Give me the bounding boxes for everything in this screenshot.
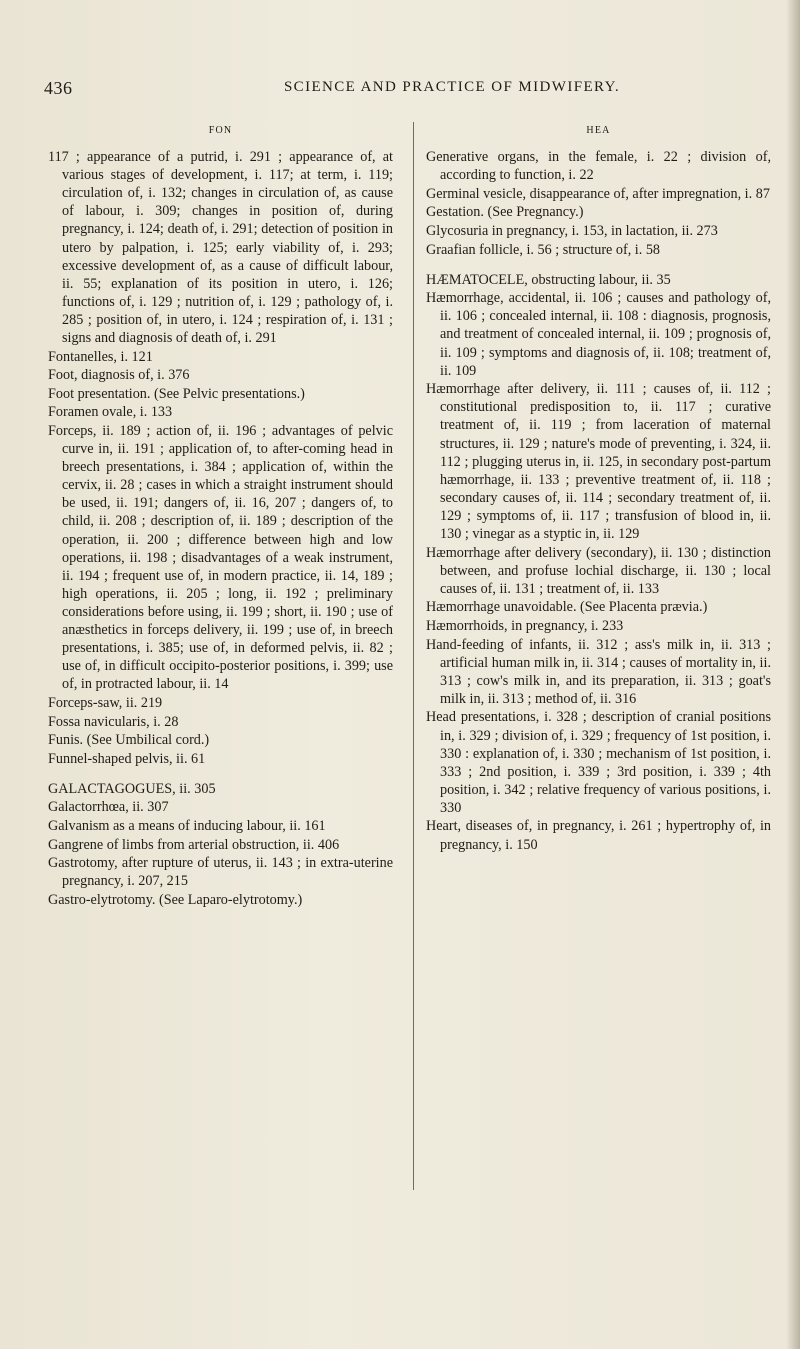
index-entry: Fontanelles, i. 121	[48, 348, 153, 365]
index-entry: Foot presentation. (See Pelvic presentations.)	[48, 385, 305, 402]
index-entry: Gastrotomy, after rupture of uterus, ii. 143 ; in extra-uterine pregnancy, i. 207, 215	[48, 855, 393, 890]
index-entry: Graafian follicle, i. 56 ; structure of, i. 58	[426, 241, 661, 258]
right-guide-word: HEA	[586, 125, 611, 136]
index-entry: Gestation. (See Pregnancy.)	[426, 204, 584, 221]
index-entry: Hæmorrhage unavoidable. (See Placenta prævia.)	[426, 599, 708, 616]
index-entry: Foot, diagnosis of, i. 376	[48, 367, 190, 384]
index-entry: Hand-feeding of infants, ii. 312 ; ass's milk in, ii. 313 ; artificial human milk in, ii. 314 ; causes of mortality in, ii. 313 ; cow's milk in, and its preparation, ii. 313 ; goat's milk in, ii. 313 ; method of, ii. 316	[426, 636, 771, 707]
running-head	[44, 78, 764, 102]
index-entry: Hæmorrhage after delivery (secondary), ii. 130 ; distinction between, and profuse lochial discharge, ii. 130 ; local causes of, ii. 131 ; treatment of, ii. 133	[426, 544, 771, 597]
index-entry: Hæmorrhage after delivery, ii. 111 ; causes of, ii. 112 ; constitutional predisposition to, ii. 117 ; curative treatment of, ii. 119 ; from laceration of maternal structures, ii. 129 ; nature's mode of preventing, i. 324, ii. 112 ; plugging uterus in, ii. 125, in secondary post-partum hæmorrhage, ii. 133 ; preventive treatment of, ii. 118 ; secondary causes of, ii. 114 ; secondary treatment of, ii. 129 ; symptoms of, ii. 117 ; transfusion of blood in, ii. 130 ; vinegar as a styptic in, ii. 129	[426, 381, 771, 542]
index-entry: Fossa navicularis, i. 28	[48, 713, 179, 730]
index-entry: Forceps, ii. 189 ; action of, ii. 196 ; advantages of pelvic curve in, ii. 191 ; application of, to after-coming head in breech presentations, i. 384 ; application of, within the cervix, ii. 28 ; cases in which a straight instrument should be used, ii. 191; dangers of, ii. 16, 207 ; dangers of, to child, ii. 208 ; description of, ii. 189 ; description of the operation, ii. 200 ; difference between high and low operations, ii. 198 ; disadvantages of a weak instrument, ii. 194 ; frequent use of, in modern practice, ii. 14, 189 ; high operations, ii. 205 ; long, ii. 192 ; preliminary considerations before using, ii. 199 ; short, ii. 190 ; use of anæsthetics in forceps delivery, ii. 199 ; use of, in breech presentations, i. 385; use of, in deformed pelvis, ii. 82 ; use of, in difficult occipito-posterior positions, i. 399; use of, in protracted labour, ii. 14	[48, 423, 393, 693]
index-entry: Foramen ovale, i. 133	[48, 404, 173, 421]
index-entry: Hæmorrhoids, in pregnancy, i. 233	[426, 617, 624, 634]
index-entry: Germinal vesicle, disappearance of, after impregnation, i. 87	[426, 185, 770, 202]
section-start-entry-g: GALACTAGOGUES, ii. 305	[48, 780, 216, 797]
index-entry: Generative organs, in the female, i. 22 ; division of, according to function, i. 22	[426, 149, 771, 184]
left-column	[48, 122, 393, 909]
index-entry: Galvanism as a means of inducing labour, ii. 161	[48, 817, 326, 834]
column-divider	[413, 122, 414, 1190]
running-title: SCIENCE AND PRACTICE OF MIDWIFERY.	[283, 79, 621, 95]
index-entry: 117 ; appearance of a putrid, i. 291 ; appearance of, at various stages of development, i. 117; at term, i. 119; circulation of, i. 132; changes in circulation of, as cause of labour, i. 309; changes in position of, during pregnancy, i. 124; death of, i. 291; detection of position in utero by palpation, i. 125; early viability of, i. 293; excessive development of, as a cause of difficult labour, ii. 55; explanation of its position in utero, i. 126; functions of, i. 129 ; nutrition of, i. 129 ; pathology of, i. 285 ; position of, in utero, i. 124 ; respiration of, i. 131 ; signs and diagnosis of death of, i. 291	[48, 149, 393, 347]
index-entry: Heart, diseases of, in pregnancy, i. 261 ; hypertrophy of, in pregnancy, i. 150	[426, 818, 771, 853]
index-entry: Funis. (See Umbilical cord.)	[48, 732, 210, 749]
index-entry: Hæmorrhage, accidental, ii. 106 ; causes and pathology of, ii. 106 ; concealed internal, ii. 108 : diagnosis, prognosis, and treatment of concealed internal, ii. 109 ; prognosis of, ii. 109 ; symptoms and diagnosis of, ii. 108; treatment of, ii. 109	[426, 290, 771, 379]
page-edge-shadow	[786, 0, 800, 1349]
index-entry: Galactorrhœa, ii. 307	[48, 799, 169, 816]
right-column	[426, 122, 771, 854]
index-entry: Head presentations, i. 328 ; description of cranial positions in, i. 329 ; division of, i. 329 ; frequency of 1st position, i. 330 : explanation of, i. 330 ; mechanism of 1st position, i. 333 ; 2nd position, i. 339 ; 3rd position, i. 339 ; 4th position, i. 342 ; relative frequency of various positions, i. 330	[426, 709, 771, 816]
section-start-entry-h: HÆMATOCELE, obstructing labour, ii. 35	[426, 271, 671, 288]
index-entry: Forceps-saw, ii. 219	[48, 694, 163, 711]
index-entry: Gastro-elytrotomy. (See Laparo-elytrotomy.)	[48, 891, 303, 908]
left-guide-word: FON	[208, 125, 233, 136]
page-number: 436	[44, 78, 73, 98]
index-entry: Glycosuria in pregnancy, i. 153, in lactation, ii. 273	[426, 222, 718, 239]
index-entry: Funnel-shaped pelvis, ii. 61	[48, 750, 206, 767]
index-entry: Gangrene of limbs from arterial obstruction, ii. 406	[48, 836, 340, 853]
